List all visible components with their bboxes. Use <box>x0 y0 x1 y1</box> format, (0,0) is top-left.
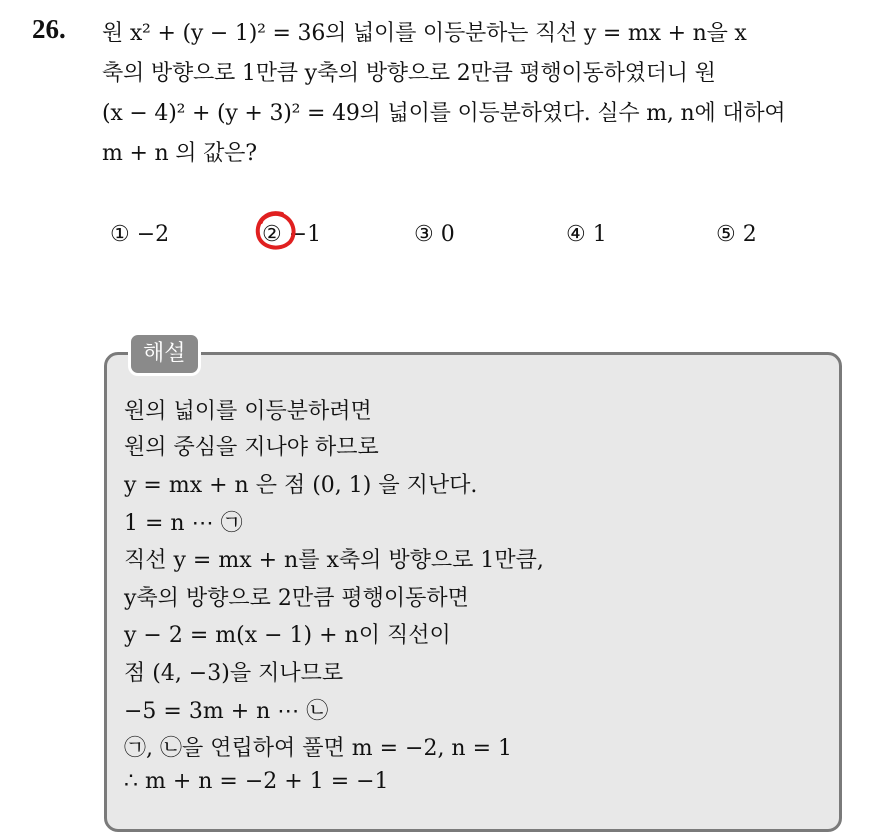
choice-2[interactable]: ② −1 <box>262 222 322 247</box>
answer-circle-mark <box>252 208 298 254</box>
explanation-line: y = mx + n 은 점 (0, 1) 을 지난다. <box>124 473 478 498</box>
question-line-4: m + n 의 값은? <box>102 141 257 166</box>
question-line-2: 축의 방향으로 1만큼 y축의 방향으로 2만큼 평행이동하였더니 원 <box>102 61 716 86</box>
explanation-line: ∴ m + n = −2 + 1 = −1 <box>124 769 389 794</box>
explanation-line: −5 = 3m + n ⋯ ㉡ <box>124 699 329 724</box>
choice-1[interactable]: ① −2 <box>110 222 170 247</box>
explanation-line: 원의 넓이를 이등분하려면 <box>124 399 372 424</box>
explanation-line: 직선 y = mx + n를 x축의 방향으로 1만큼, <box>124 548 544 573</box>
choice-5[interactable]: ⑤ 2 <box>716 222 757 247</box>
explanation-line: 1 = n ⋯ ㉠ <box>124 511 243 536</box>
question-line-3: (x − 4)² + (y + 3)² = 49의 넓이를 이등분하였다. 실수 m, n에 대하여 <box>102 101 786 126</box>
choice-3[interactable]: ③ 0 <box>414 222 455 247</box>
explanation-line: ㉠, ㉡을 연립하여 풀면 m = −2, n = 1 <box>124 736 513 761</box>
explanation-line: y − 2 = m(x − 1) + n이 직선이 <box>124 623 451 648</box>
explanation-line: 원의 중심을 지나야 하므로 <box>124 435 379 460</box>
explanation-tag: 해설 <box>128 332 201 376</box>
explanation-line: y축의 방향으로 2만큼 평행이동하면 <box>124 586 469 611</box>
question-number: 26. <box>32 14 66 44</box>
explanation-line: 점 (4, −3)을 지나므로 <box>124 661 344 686</box>
question-line-1: 원 x² + (y − 1)² = 36의 넓이를 이등분하는 직선 y = mx + n을 x <box>102 21 747 46</box>
choice-4[interactable]: ④ 1 <box>566 222 607 247</box>
